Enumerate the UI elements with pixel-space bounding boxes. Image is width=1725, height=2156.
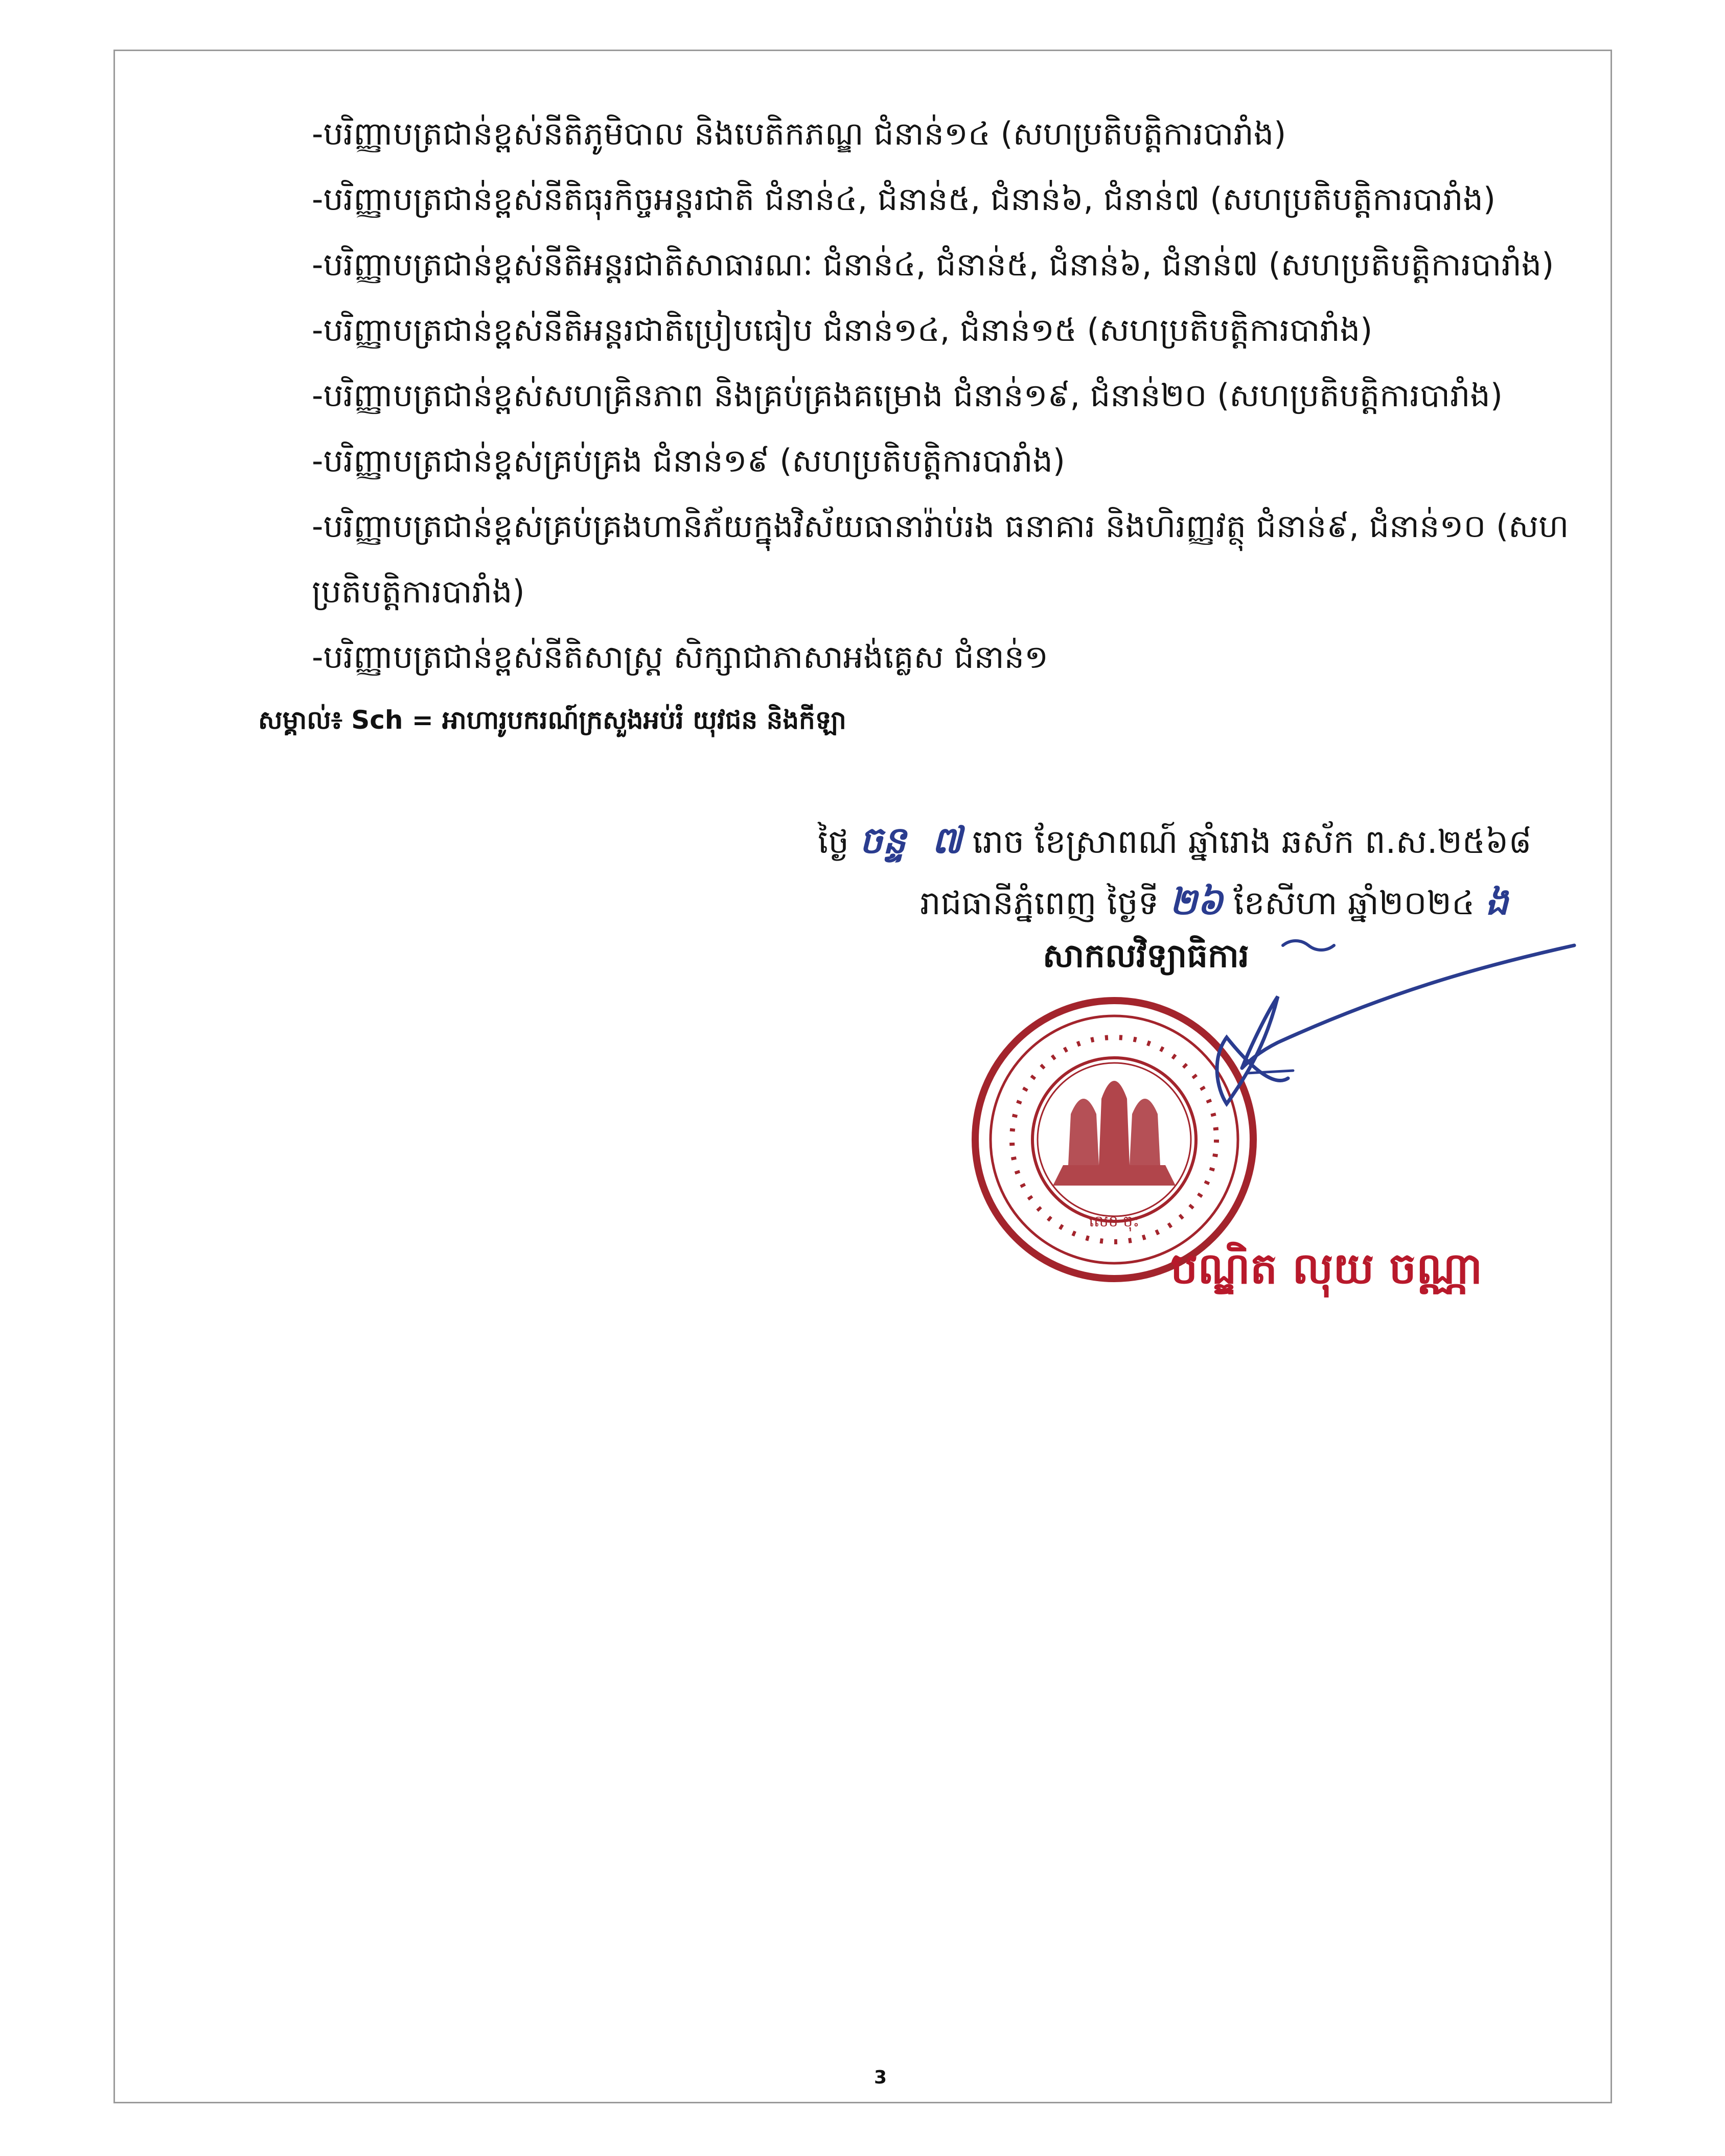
degree-line-continuation: ប្រតិបត្តិការបារាំង) [312,573,525,610]
signature [1124,935,1584,1150]
solar-date-rest: ខែសីហា ឆ្នាំ២០២៤ [1233,885,1475,922]
solar-date [920,879,1508,933]
degree-line: -បរិញ្ញាបត្រជាន់ខ្ពស់នីតិអន្តរជាតិសាធារណៈ ជំនាន់៤, ជំនាន់៥, ជំនាន់៦, ជំនាន់៧ (សហប្រតិបត្តិការបារាំង) [312,246,1554,283]
lunar-date-rest: រោច ខែស្រាពណ៍ ឆ្នាំរោង ឆស័ក ព.ស.២៥៦៨ [972,823,1532,861]
handwritten-weekday: ចន្ទ [859,818,906,862]
degree-line: -បរិញ្ញាបត្រជាន់ខ្ពស់នីតិអន្តរជាតិប្រៀបធៀប ជំនាន់១៤, ជំនាន់១៥ (សហប្រតិបត្តិការបារាំង) [312,311,1373,349]
degree-line: -បរិញ្ញាបត្រជាន់ខ្ពស់គ្រប់គ្រង ជំនាន់១៩ (សហប្រតិបត្តិការបារាំង) [312,442,1065,479]
lunar-date-prefix: ថ្ងៃ [818,823,849,861]
page-number: 3 [874,2067,887,2088]
handwritten-day: ៧ [932,818,962,862]
lunar-date [818,818,1532,871]
degree-line: -បរិញ្ញាបត្រជាន់ខ្ពស់នីតិភូមិបាល និងបេតិកភណ្ឌ ជំនាន់១៤ (សហប្រតិបត្តិការបារាំង) [312,115,1286,152]
handwritten-day: ២៦ [1169,879,1224,923]
signatory-title: សាកលវិទ្យាធិការ [1043,937,1250,975]
seal-text: លេខ ចុះ [1089,1213,1140,1231]
footnote: សម្គាល់៖ Sch = អាហារូបករណ៍ក្រសួងអប់រំ យុវជន និងកីឡា [258,705,846,735]
signatory-name: បណ្ឌិត លុយ ចណ្ណា [1170,1243,1483,1293]
degree-line: -បរិញ្ញាបត្រជាន់ខ្ពស់នីតិសាស្ត្រ សិក្សាជាភាសាអង់គ្លេស ជំនាន់១ [312,638,1049,676]
degree-line: -បរិញ្ញាបត្រជាន់ខ្ពស់គ្រប់គ្រងហានិភ័យក្នុងវិស័យធានារ៉ាប់រង ធនាគារ និងហិរញ្ញវត្ថុ ជំនាន់៩, ជំនាន់១០ (សហ [312,507,1569,545]
degree-line: -បរិញ្ញាបត្រជាន់ខ្ពស់នីតិធុរកិច្ចអន្តរជាតិ ជំនាន់៤, ជំនាន់៥, ជំនាន់៦, ជំនាន់៧ (សហប្រតិបត្តិការបារាំង) [312,180,1496,218]
degree-line: -បរិញ្ញាបត្រជាន់ខ្ពស់សហគ្រិនភាព និងគ្រប់គ្រងគម្រោង ជំនាន់១៩, ជំនាន់២០ (សហប្រតិបត្តិការបារាំង) [312,377,1503,414]
handwritten-initial: ង [1485,879,1509,923]
solar-date-prefix: រាជធានីភ្នំពេញ ថ្ងៃទី [920,885,1159,922]
